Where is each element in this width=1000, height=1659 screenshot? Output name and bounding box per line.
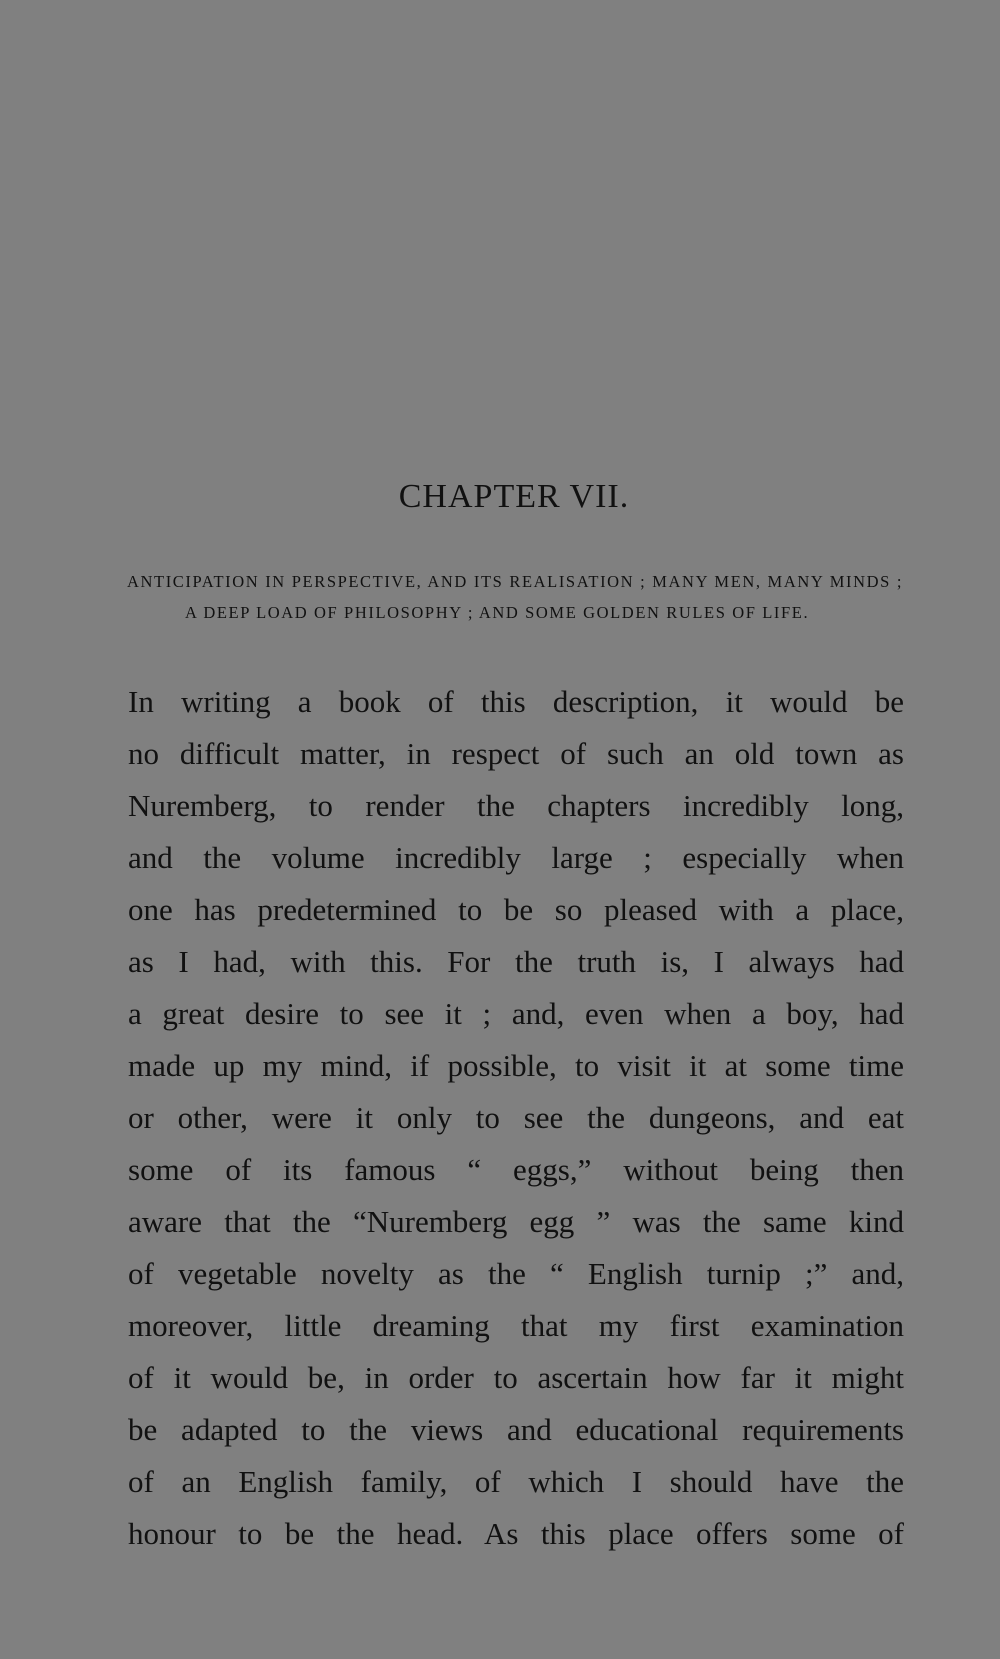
text-line: as I had, with this. For the truth is, I always had bbox=[128, 944, 904, 979]
text-line: honour to be the head. As this place offers some of bbox=[128, 1516, 904, 1551]
text-line: Nuremberg, to render the chapters incredibly long, bbox=[128, 788, 904, 823]
body-paragraph bbox=[128, 676, 904, 1560]
text-line: or other, were it only to see the dungeons, and eat bbox=[128, 1100, 904, 1135]
text-line: aware that the “Nuremberg egg ” was the same kind bbox=[128, 1204, 904, 1239]
text-line: of it would be, in order to ascertain how far it might bbox=[128, 1360, 904, 1395]
chapter-heading: CHAPTER VII. bbox=[398, 478, 630, 515]
text-line: some of its famous “ eggs,” without being then bbox=[128, 1152, 904, 1187]
text-line: moreover, little dreaming that my first examination bbox=[128, 1308, 904, 1343]
text-line: of an English family, of which I should have the bbox=[128, 1464, 904, 1499]
text-line: one has predetermined to be so pleased with a place, bbox=[128, 892, 904, 927]
text-line: In writing a book of this description, it would be bbox=[128, 684, 904, 719]
text-line: be adapted to the views and educational requirements bbox=[128, 1412, 904, 1447]
text-line: and the volume incredibly large ; especially when bbox=[128, 840, 904, 875]
text-line: no difficult matter, in respect of such an old town as bbox=[128, 736, 904, 771]
text-line: made up my mind, if possible, to visit it at some time bbox=[128, 1048, 904, 1083]
text-line: a great desire to see it ; and, even when a boy, had bbox=[128, 996, 904, 1031]
chapter-synopsis: ANTICIPATION IN PERSPECTIVE, AND ITS REALISATION ; MANY MEN, MANY MINDS ; A DEEP LOAD OF PHILOSOPHY ; AND SOME GOLDEN RULES OF LIFE. bbox=[127, 572, 903, 622]
text-line: of vegetable novelty as the “ English turnip ;” and, bbox=[128, 1256, 904, 1291]
